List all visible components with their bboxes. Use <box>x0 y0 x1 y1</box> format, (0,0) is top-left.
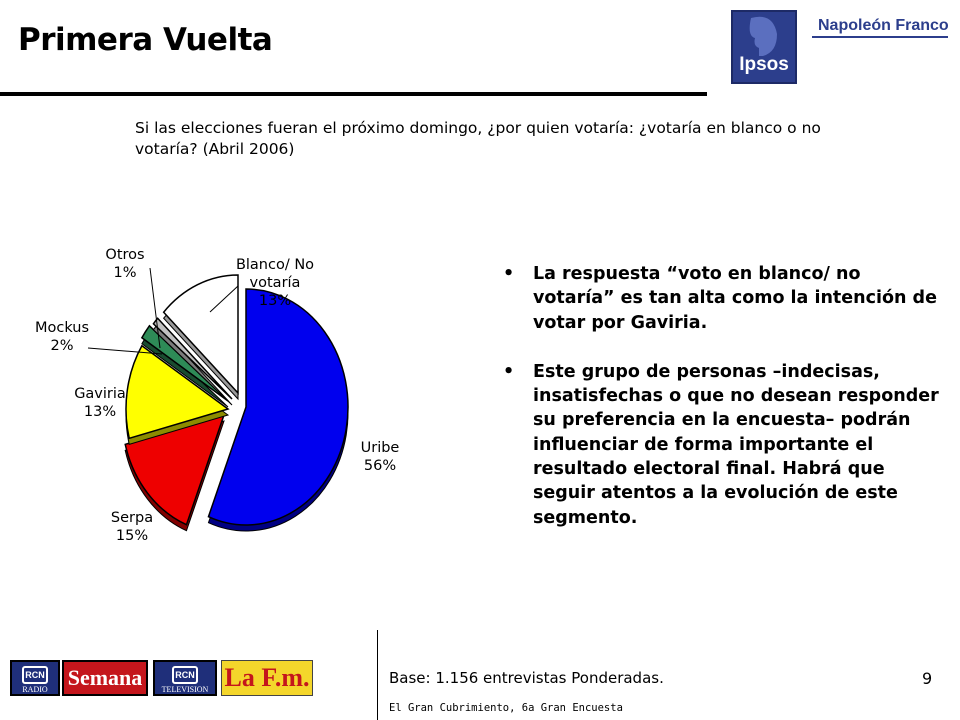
slice-label-name: votaría <box>249 275 301 291</box>
ipsos-face-icon <box>733 12 795 60</box>
la-fm-logo: La F.m. <box>221 660 313 696</box>
page-number: 9 <box>922 669 933 688</box>
bullet-text: Este grupo de personas –indecisas, insatisfechas o que no desean responder su preferencia en la encuesta– podrán influenciar de forma importante el resultado electoral final. Habrá que seguir atentos a la evolución de este segmento. <box>533 361 939 528</box>
bullet-list <box>503 262 943 555</box>
pie-chart <box>0 230 480 590</box>
survey-question: Si las elecciones fueran el próximo domingo, ¿por quien votaría: ¿votaría en blanco o no votaría? (Abril 2006) <box>135 119 821 158</box>
slice-label-value: 13% <box>83 404 117 420</box>
ipsos-logo-text: Ipsos <box>739 54 789 75</box>
rcn-tv-label: TELEVISION <box>161 685 209 694</box>
ipsos-logo <box>731 10 797 84</box>
footer-divider <box>377 630 378 720</box>
slice-label-name: Gaviria <box>74 386 126 402</box>
semana-logo: Semana <box>62 660 148 696</box>
source-note: El Gran Cubrimiento, 6a Gran Encuesta <box>389 702 623 714</box>
bullet-dot: • <box>503 361 515 382</box>
rcn-radio-label: RADIO <box>22 685 48 694</box>
slice-label-value: 15% <box>115 528 149 544</box>
rcn-television-logo <box>153 660 217 696</box>
slice-label-name: Serpa <box>110 510 154 526</box>
pie-slices <box>88 268 348 531</box>
bullet-item <box>503 262 943 335</box>
slice-label-value: 56% <box>363 458 397 474</box>
slice-label-name: Uribe <box>360 440 400 456</box>
slice-label-value: 1% <box>113 265 137 281</box>
title-divider <box>0 92 707 96</box>
bullet-text: La respuesta “voto en blanco/ no votaría” es tan alta como la intención de votar por Gaviria. <box>533 264 937 333</box>
slice-label-name: Mockus <box>34 320 90 336</box>
napoleon-underline <box>812 36 948 38</box>
rcn-tv-mark: RCN <box>172 666 198 684</box>
slice-label-name: Blanco/ No <box>235 257 315 273</box>
slice-label-value: 2% <box>50 338 74 354</box>
slice-label-name: Otros <box>105 247 145 263</box>
bullet-item <box>503 360 943 530</box>
napoleon-franco-logo: Napoleón Franco <box>818 17 949 34</box>
bullet-dot: • <box>503 264 515 284</box>
rcn-radio-logo <box>10 660 60 696</box>
page-title: Primera Vuelta <box>18 22 273 58</box>
base-note: Base: 1.156 entrevistas Ponderadas. <box>389 669 664 687</box>
slice-label-value: 13% <box>258 293 292 309</box>
rcn-radio-mark: RCN <box>22 666 48 684</box>
